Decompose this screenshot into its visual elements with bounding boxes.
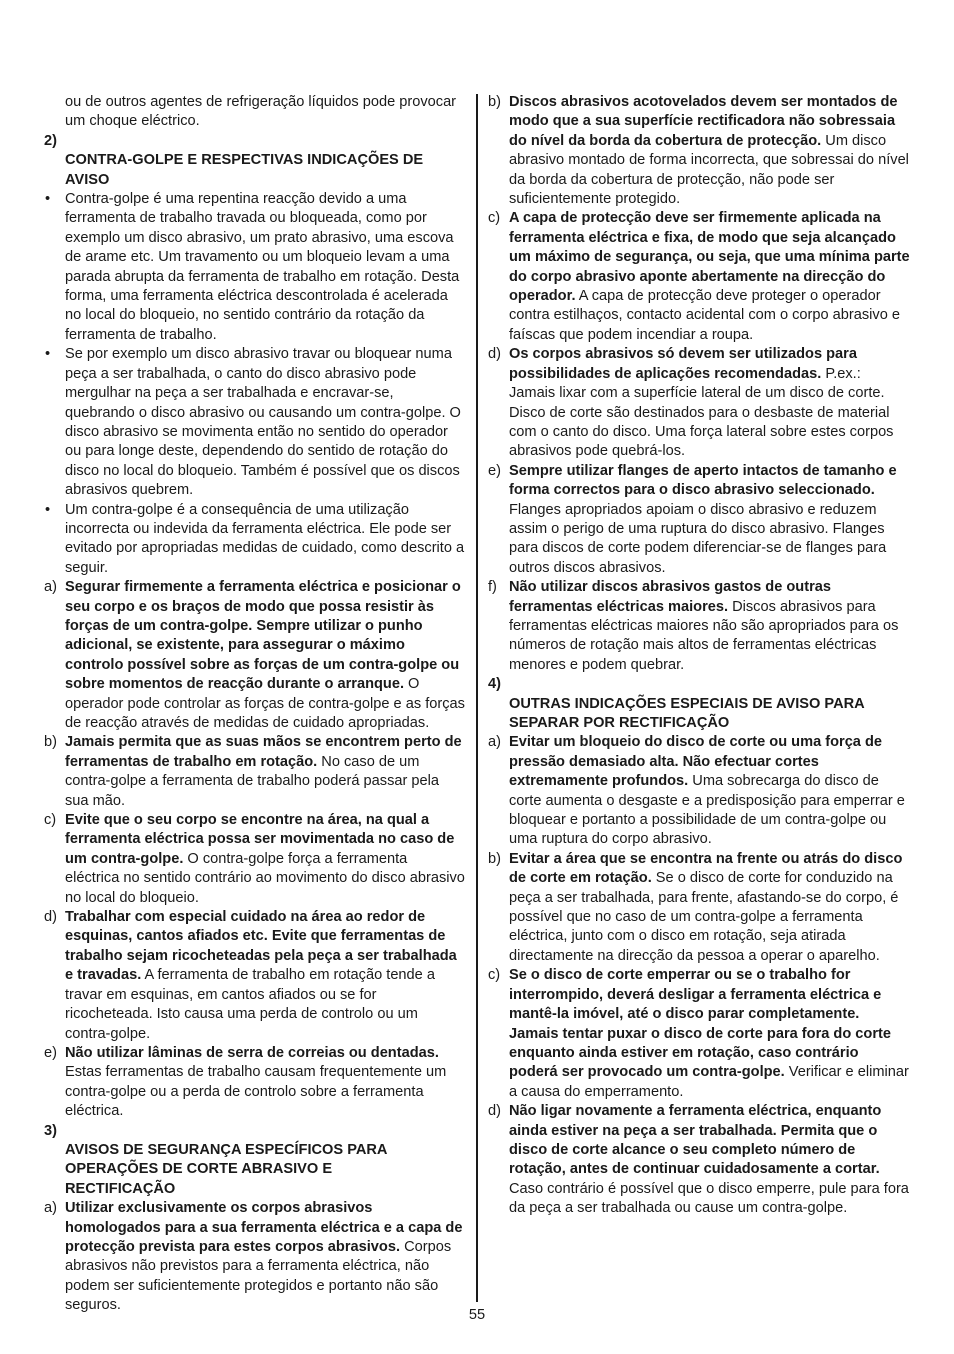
item-warning: Não utilizar lâminas de serra de correias ou dentadas. xyxy=(65,1044,439,1061)
item-text: Se o disco de corte for conduzido na peça a ser trabalhada, para frente, afastando-se do corpo, é possível que no caso de um contra-golpe a ferramenta eléctrica, junto com o disco em rotação, seja atirada directamente na direcção da pessoa a operar o aparelho. xyxy=(509,870,899,964)
right-column xyxy=(488,93,910,1219)
heading-line: RECTIFICAÇÃO xyxy=(65,1180,176,1197)
item-marker: a) xyxy=(488,734,501,751)
list-item xyxy=(488,1102,910,1218)
column-divider xyxy=(476,94,478,1302)
item-text: A capa de protecção deve proteger o operador contra estilhaços, contacto acidental com o corpo abrasivo e faíscas que podem incendiar a roupa. xyxy=(509,288,901,343)
item-marker: d) xyxy=(488,346,501,363)
item-text: Flanges apropriados apoiam o disco abrasivo e reduzem assim o perigo de uma ruptura do disco abrasivo. Flanges para discos de corte podem diferenciar-se de flanges para outros discos abrasivos. xyxy=(509,501,887,576)
item-text: Um disco abrasivo montado de forma incorrecta, que sobressai do nível da borda da cobertura de protecção, não pode ser suficientemente protegido. xyxy=(509,132,909,208)
heading-line: CONTRA-GOLPE E RESPECTIVAS INDICAÇÕES DE xyxy=(65,152,424,169)
item-marker: c) xyxy=(488,210,501,227)
item-marker: c) xyxy=(488,967,501,984)
item-marker: d) xyxy=(44,909,57,926)
item-text: Caso contrário é possível que o disco emperre, pule para fora da peça a ser trabalhada ou cause um contra-golpe. xyxy=(509,1180,909,1217)
item-warning: Não utilizar discos abrasivos gastos de outras ferramentas eléctricas maiores. xyxy=(509,579,831,615)
section-number: 3) xyxy=(44,1122,57,1139)
item-text: O contra-golpe força a ferramenta eléctrica no sentido contrário ao movimento do disco abrasivo no local do bloqueio. xyxy=(65,850,465,906)
bullet-text: Um contra-golpe é a consequência de uma utilização incorrecta ou indevida da ferramenta eléctrica. Ele pode ser evitado por apropriadas medidas de cuidado, como descrito a seguir. xyxy=(65,501,465,576)
item-warning: Sempre utilizar flanges de aperto intactos de tamanho e forma correctos para o disco abrasivo seleccionado. xyxy=(509,462,897,499)
section-number: 4) xyxy=(488,676,501,693)
paragraph-continuation: ou de outros agentes de refrigeração líquidos pode provocar um choque eléctrico. xyxy=(65,94,457,130)
bullet-item xyxy=(44,501,465,579)
list-item xyxy=(44,733,465,811)
item-warning: Segurar firmemente a ferramenta eléctrica e posicionar o seu corpo e os braços de modo que possa resistir às forças de um contra-golpe. Sempre utilizar o punho adicional, se existente, para assegurar o máximo controlo possível sobre as forças de um contra-golpe ou sobre momentos de reacção durante o arranque. xyxy=(65,579,461,693)
list-item xyxy=(488,93,910,209)
section-heading-3 xyxy=(44,1122,465,1200)
item-marker: e) xyxy=(44,1044,57,1061)
list-item xyxy=(44,1044,465,1122)
item-warning: Se o disco de corte emperrar ou se o trabalho for interrompido, deverá desligar a ferramenta eléctrica e mantê-la imóvel, até o disco parar completamente. Jamais tentar puxar o disco de corte para fora do corte enquanto ainda estiver em rotação, caso contrário poderá ser provocado um contra-golpe. xyxy=(509,967,891,1081)
item-warning: Evite que o seu corpo se encontre na área, na qual a ferramenta eléctrica possa ser movimentada no caso de um contra-golpe. xyxy=(65,812,455,867)
list-item xyxy=(488,462,910,578)
item-marker: b) xyxy=(44,734,57,751)
item-marker: b) xyxy=(488,850,501,867)
list-item xyxy=(488,578,910,675)
list-item xyxy=(44,908,465,1044)
list-item xyxy=(488,209,910,345)
item-text: Verificar e eliminar a causa do emperramento. xyxy=(509,1064,909,1100)
list-item xyxy=(44,578,465,733)
item-warning: Evitar a área que se encontra na frente ou atrás do disco de corte em rotação. xyxy=(509,850,903,887)
item-warning: Trabalhar com especial cuidado na área ao redor de esquinas, cantos afiados etc. Evite que ferramentas de trabalho sejam ricocheteadas pela peça a ser trabalhada e travadas. xyxy=(65,909,457,984)
item-text: Estas ferramentas de trabalho causam frequentemente um contra-golpe ou a perda de controlo sobre a ferramenta eléctrica. xyxy=(65,1064,447,1120)
list-item xyxy=(488,345,910,461)
item-marker: f) xyxy=(488,579,497,596)
item-text: Corpos abrasivos não previstos para a ferramenta eléctrica, não podem ser suficientemente protegidos e portanto não são seguros. xyxy=(65,1238,452,1314)
item-text: Uma sobrecarga do disco de corte aumenta o desgaste e a predisposição para emperrar e bloquear e portanto a possibilidade de um contra-golpe ou uma ruptura do corpo abrasivo. xyxy=(509,773,905,848)
heading-line: SEPARAR POR RECTIFICAÇÃO xyxy=(509,715,730,731)
item-warning: Utilizar exclusivamente os corpos abrasivos homologados para a sua ferramenta eléctrica e a capa de protecção prevista para estes corpos abrasivos. xyxy=(65,1200,463,1255)
item-warning: Os corpos abrasivos só devem ser utilizados para possibilidades de aplicações recomendadas. xyxy=(509,346,857,382)
left-column xyxy=(44,93,465,1316)
item-text: P.ex.: Jamais lixar com a superfície lateral de um disco de corte. Disco de corte são destinados para o desbaste de material com o canto do disco. Uma força lateral sobre estes corpos abrasivos pode quebrá-los. xyxy=(509,365,894,460)
item-text: O operador pode controlar as forças de contra-golpe e as forças de reacção através de medidas de cuidado apropriadas. xyxy=(65,676,465,731)
item-text: A ferramenta de trabalho em rotação tende a travar em esquinas, em cantos afiados ou se for ricocheteada. Isto causa uma perda de controlo ou um contra-golpe. xyxy=(65,967,435,1042)
item-marker: b) xyxy=(488,94,501,110)
item-warning: Evitar um bloqueio do disco de corte ou uma força de pressão demasiado alta. Não efectuar cortes extremamente profundos. xyxy=(509,734,883,790)
bullet-item xyxy=(44,345,465,500)
item-marker: e) xyxy=(488,462,501,479)
bullet-marker: • xyxy=(45,501,51,518)
section-heading-4 xyxy=(488,675,910,733)
bullet-text: Se por exemplo um disco abrasivo travar ou bloquear numa peça a ser trabalhada, o canto do disco abrasivo pode mergulhar na peça a ser trabalhada e encravar-se, quebrando o disco abrasivo ou causando um contra-golpe. O disco abrasivo se movimenta então no sentido do operador ou para longe deste, dependendo do sentido de rotação do disco no local do bloqueio. Também é possível que os discos abrasivos quebrem. xyxy=(65,346,461,499)
list-item xyxy=(488,966,910,1102)
section-heading-2 xyxy=(44,132,465,190)
heading-line: OUTRAS INDICAÇÕES ESPECIAIS DE AVISO PARA xyxy=(509,695,865,712)
item-warning: Discos abrasivos acotovelados devem ser montados de modo que a sua superfície rectificadora não sobressaia do nível da borda da cobertura de protecção. xyxy=(509,94,898,149)
list-item xyxy=(488,733,910,849)
section-number: 2) xyxy=(44,132,57,149)
list-item xyxy=(44,1199,465,1315)
item-marker: d) xyxy=(488,1103,501,1120)
item-warning: Jamais permita que as suas mãos se encontrem perto de ferramentas de trabalho em rotação. xyxy=(65,734,462,770)
item-warning: Não ligar novamente a ferramenta eléctrica, enquanto ainda estiver na peça a ser trabalhada. Permita que o disco de corte alcance o seu completo número de rotação, antes de continuar cuidadosamente a cortar. xyxy=(509,1103,882,1178)
heading-line: AVISO xyxy=(65,171,110,188)
item-text: Discos abrasivos para ferramentas eléctricas maiores não são apropriados para os números de rotação mais altos de ferramentas eléctricas menores e podem quebrar. xyxy=(509,598,899,673)
item-marker: a) xyxy=(44,1200,57,1217)
item-text: No caso de um contra-golpe a ferramenta de trabalho poderá passar pela sua mão. xyxy=(65,753,440,809)
item-warning: A capa de protecção deve ser firmemente aplicada na ferramenta eléctrica e fixa, de modo que seja alcançado um máximo de segurança, ou seja, que uma mínima parte do corpo abrasivo aponte abertamente na direcção do operador. xyxy=(509,210,910,305)
heading-line: AVISOS DE SEGURANÇA ESPECÍFICOS PARA xyxy=(65,1141,388,1158)
bullet-marker: • xyxy=(45,346,51,363)
list-item xyxy=(44,811,465,908)
item-marker: a) xyxy=(44,579,57,596)
bullet-marker: • xyxy=(45,191,51,208)
bullet-text: Contra-golpe é uma repentina reacção devido a uma ferramenta de trabalho travada ou bloqueada, como por exemplo um disco abrasivo, um prato abrasivo, uma escova de arame etc. Um travamento ou um bloqueio levam a uma parada abrupta da ferramenta de trabalho em rotação. Desta forma, uma ferramenta eléctrica descontrolada é acelerada no local do bloqueio, no sentido contrário da rotação da ferramenta de trabalho. xyxy=(65,191,460,343)
bullet-item xyxy=(44,190,465,345)
list-item xyxy=(488,850,910,966)
page-number: 55 xyxy=(468,1307,486,1323)
item-marker: c) xyxy=(44,812,57,829)
heading-line: OPERAÇÕES DE CORTE ABRASIVO E xyxy=(65,1161,333,1178)
